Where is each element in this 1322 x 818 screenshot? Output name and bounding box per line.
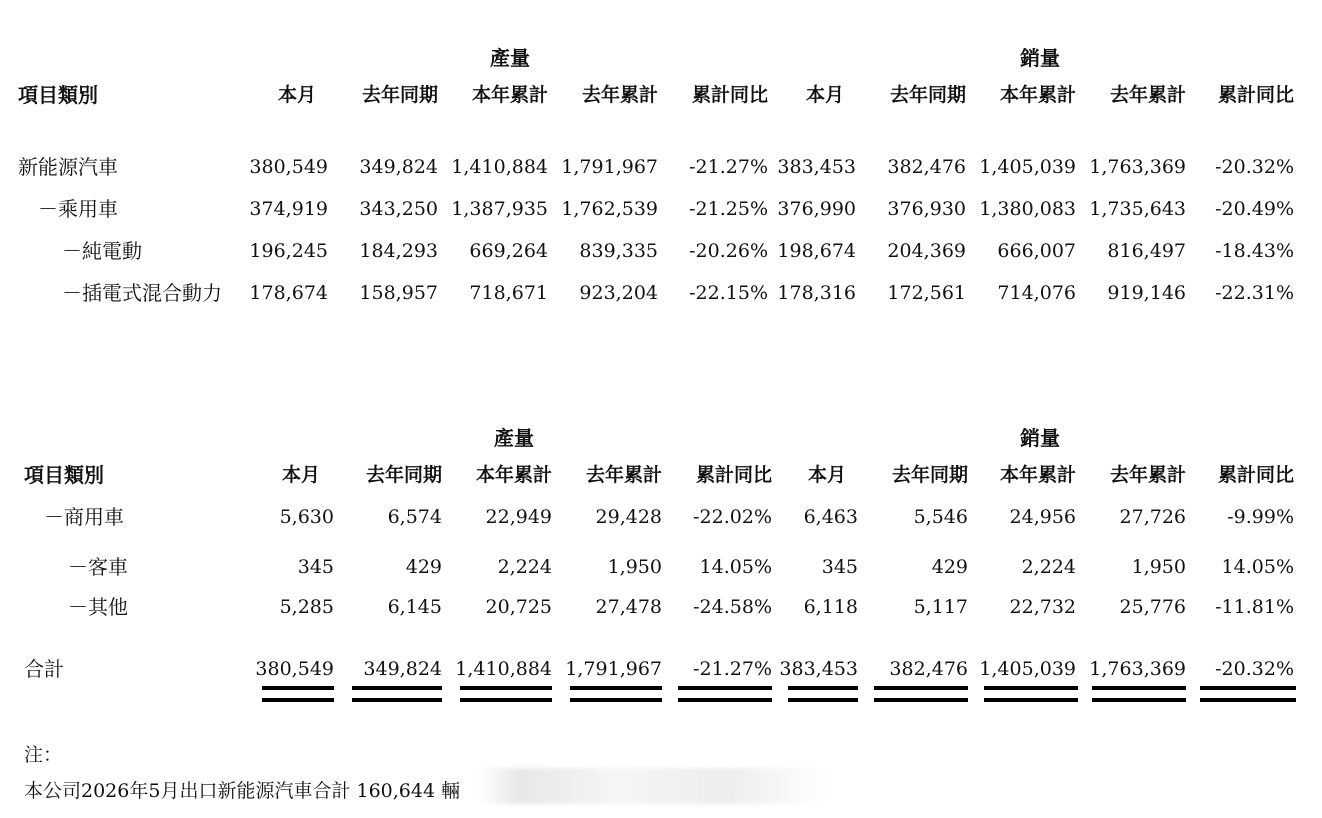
col-header-sales-last-year-month: 去年同期 [889,84,966,106]
column-header-row [0,460,1322,490]
column-header-row [0,80,1322,110]
col-header-sales-ytd: 本年累計 [999,84,1076,106]
total-double-underline [678,686,772,702]
cell: 204,369 [887,240,966,262]
cell: 5,630 [279,506,334,528]
production-group-header: 產量 [494,426,534,450]
cell: -22.31% [1215,282,1294,304]
cell: 383,453 [779,658,858,680]
blurred-overlay [478,768,828,804]
cell: 919,146 [1107,282,1186,304]
col-header-prod-last-ytd: 去年累計 [581,84,658,106]
cell: 376,990 [777,198,856,220]
col-header-prod-month: 本月 [277,84,316,106]
total-double-underline [984,686,1078,702]
cell: 29,428 [595,506,662,528]
row-label: －純電動 [62,239,142,263]
cell: 376,930 [887,198,966,220]
table-row [0,278,1322,308]
cell: -20.32% [1215,658,1294,680]
col-header-sales-ytd: 本年累計 [999,464,1076,486]
category-column-header: 項目類別 [18,83,98,107]
cell: 5,285 [279,596,334,618]
cell: 27,478 [595,596,662,618]
cell: 14.05% [1221,556,1294,578]
cell: 6,463 [803,506,858,528]
cell: 20,725 [485,596,552,618]
table-row [0,236,1322,266]
cell: -18.43% [1215,240,1294,262]
cell: 1,762,539 [561,198,658,220]
cell: 718,671 [469,282,548,304]
table-row [0,502,1322,532]
cell: 669,264 [469,240,548,262]
cell: -21.27% [693,658,772,680]
sales-group-header: 銷量 [1020,46,1060,70]
table-row [0,152,1322,182]
cell: -21.25% [689,198,768,220]
total-double-underline [460,686,552,702]
cell: 374,919 [249,198,328,220]
cell: 6,145 [387,596,442,618]
cell: 1,950 [607,556,662,578]
cell: 5,546 [913,506,968,528]
cell: 1,405,039 [979,156,1076,178]
cell: 429 [931,556,968,578]
cell: 1,763,369 [1089,658,1186,680]
cell: 5,117 [913,596,968,618]
row-label: －客車 [68,555,128,579]
cell: 6,118 [803,596,858,618]
cell: 666,007 [997,240,1076,262]
cell: 178,674 [249,282,328,304]
col-header-prod-yoy: 累計同比 [695,464,772,486]
cell: 22,949 [485,506,552,528]
col-header-sales-yoy: 累計同比 [1217,84,1294,106]
cell: 172,561 [887,282,966,304]
cell: 380,549 [249,156,328,178]
table-row [0,194,1322,224]
cell: -20.26% [689,240,768,262]
total-double-underline [570,686,662,702]
cell: 196,245 [249,240,328,262]
cell: 184,293 [359,240,438,262]
cell: 839,335 [579,240,658,262]
cell: 1,763,369 [1089,156,1186,178]
total-double-underline [1200,686,1296,702]
cell: 1,950 [1131,556,1186,578]
cell: 380,549 [255,658,334,680]
cell: -9.99% [1227,506,1294,528]
cell: 2,224 [497,556,552,578]
col-header-sales-yoy: 累計同比 [1217,464,1294,486]
category-column-header: 項目類別 [24,463,104,487]
cell: 345 [297,556,334,578]
cell: -20.32% [1215,156,1294,178]
row-label: 新能源汽車 [18,155,118,179]
col-header-prod-ytd: 本年累計 [471,84,548,106]
cell: 349,824 [363,658,442,680]
col-header-prod-month: 本月 [281,464,320,486]
cell: 198,674 [777,240,856,262]
cell: 923,204 [579,282,658,304]
table-row [0,592,1322,622]
cell: 1,791,967 [561,156,658,178]
note-text: 本公司2026年5月出口新能源汽車合計 160,644 輛 [24,780,461,802]
cell: 345 [821,556,858,578]
cell: 14.05% [699,556,772,578]
col-header-sales-last-ytd: 去年累計 [1109,464,1186,486]
row-label: －插電式混合動力 [62,281,222,305]
cell: -22.15% [689,282,768,304]
cell: -11.81% [1215,596,1294,618]
row-label: －商用車 [44,505,124,529]
col-header-sales-month: 本月 [805,84,844,106]
cell: 24,956 [1009,506,1076,528]
cell: -21.27% [689,156,768,178]
total-label: 合計 [24,657,64,681]
total-row [0,654,1322,684]
cell: 1,791,967 [565,658,662,680]
row-label: －其他 [68,595,128,619]
cell: 27,726 [1119,506,1186,528]
col-header-prod-last-ytd: 去年累計 [585,464,662,486]
cell: 178,316 [777,282,856,304]
cell: 1,410,884 [455,658,552,680]
col-header-sales-last-year-month: 去年同期 [891,464,968,486]
cell: 1,405,039 [979,658,1076,680]
total-double-underline [262,686,334,702]
col-header-prod-last-year-month: 去年同期 [361,84,438,106]
cell: 6,574 [387,506,442,528]
cell: 349,824 [359,156,438,178]
cell: 1,735,643 [1089,198,1186,220]
row-label: －乘用車 [38,197,118,221]
note-title: 注： [24,744,63,766]
col-header-sales-last-ytd: 去年累計 [1109,84,1186,106]
col-header-sales-month: 本月 [807,464,846,486]
total-double-underline [874,686,968,702]
cell: 22,732 [1009,596,1076,618]
cell: -20.49% [1215,198,1294,220]
cell: 1,380,083 [979,198,1076,220]
cell: 2,224 [1021,556,1076,578]
cell: 1,387,935 [451,198,548,220]
cell: 816,497 [1107,240,1186,262]
col-header-prod-ytd: 本年累計 [475,464,552,486]
cell: 1,410,884 [451,156,548,178]
production-group-header: 產量 [490,46,530,70]
cell: 429 [405,556,442,578]
cell: 382,476 [889,658,968,680]
cell: 383,453 [777,156,856,178]
total-double-underline [788,686,858,702]
total-double-underline [352,686,442,702]
sales-group-header: 銷量 [1020,426,1060,450]
cell: 343,250 [359,198,438,220]
cell: -22.02% [693,506,772,528]
total-double-underline [1092,686,1186,702]
cell: 25,776 [1119,596,1186,618]
table-row [0,552,1322,582]
col-header-prod-yoy: 累計同比 [691,84,768,106]
cell: 382,476 [887,156,966,178]
cell: 714,076 [997,282,1076,304]
col-header-prod-last-year-month: 去年同期 [365,464,442,486]
cell: -24.58% [693,596,772,618]
cell: 158,957 [359,282,438,304]
